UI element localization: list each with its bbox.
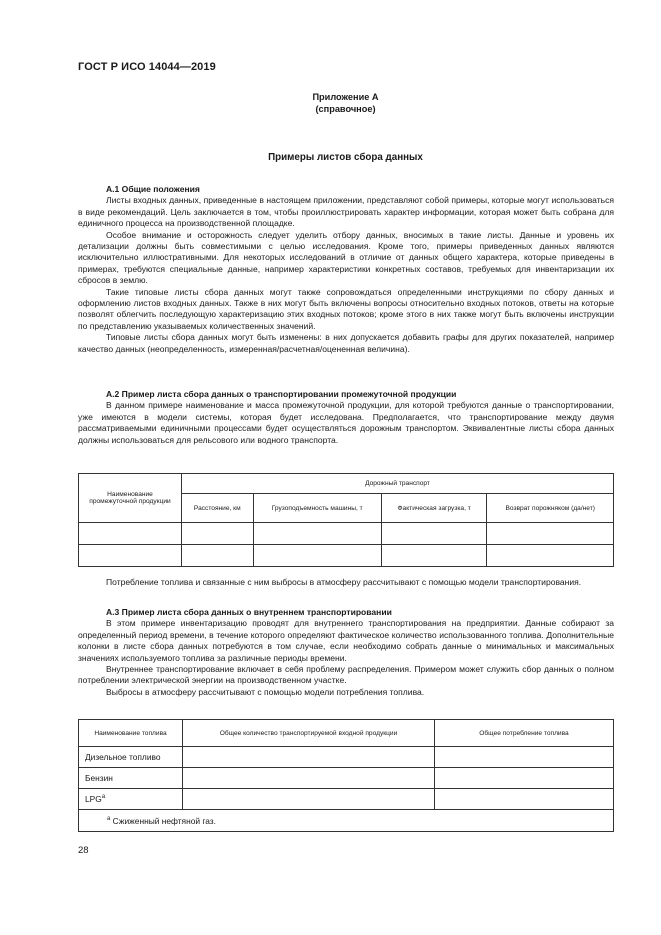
fuel-name-text: LPG	[85, 794, 102, 804]
table-cell[interactable]	[381, 523, 487, 545]
section-3-paragraph: Внутреннее транспортирование включает в себя проблему распределения. Примером может служить сбор данных о полном потреблении электрической энергии на производственном участке.	[78, 664, 614, 686]
table-cell[interactable]	[253, 545, 381, 567]
table-row	[79, 768, 614, 789]
table-cell[interactable]	[435, 747, 614, 768]
section-3-paragraph: В этом примере инвентаризацию проводят для внутреннего транспортирования на предприятии. Данные собирают за определенный период времени, в течение которого определяют фактическое количество использованного топлива. Дополнительные колонки в листе сбора данных потребуются в том случае, если необходимо собрать данные о минимальных и максимальных значениях используемого топлива за различные периоды времени.	[78, 618, 614, 663]
table-cell[interactable]	[183, 789, 435, 810]
section-3-heading: А.3 Пример листа сбора данных о внутреннем транспортировании	[106, 607, 392, 617]
table-cell[interactable]	[182, 523, 254, 545]
table-cell[interactable]	[487, 523, 614, 545]
table-row	[79, 545, 614, 567]
table-cell[interactable]	[487, 545, 614, 567]
fuel-table	[78, 719, 614, 832]
section-1-heading: А.1 Общие положения	[106, 184, 200, 194]
table-header-cell: Наименование топлива	[79, 720, 183, 747]
table-row	[79, 747, 614, 768]
table-header-cell: Наименование промежуточной продукции	[79, 474, 182, 523]
section-2-paragraph: Потребление топлива и связанные с ним выбросы в атмосферу рассчитывают с помощью модели транспортирования.	[106, 577, 582, 587]
table-cell[interactable]	[182, 545, 254, 567]
section-2-paragraph: В данном примере наименование и масса промежуточной продукции, для которой требуются данные о транспортировании, уже имеются в модели системы, которая будет исследована. Предполагается, что транспортирование между двумя рассматриваемыми единичными процессами будет осуществляться дорожным транспортом. Эквивалентные листы сбора данных должны использоваться для рельсового или водного транспорта.	[78, 400, 614, 445]
table-header-cell: Дорожный транспорт	[182, 474, 614, 494]
fuel-name-cell: Дизельное топливо	[79, 747, 183, 768]
table-cell[interactable]	[79, 523, 182, 545]
section-1-paragraph: Листы входных данных, приведенные в настоящем приложении, представляют собой примеры, которые могут использоваться в виде рекомендаций. Цель заключается в том, чтобы проиллюстрировать характер информации, которая может быть собрана для единичного процесса на производственной площадке.	[78, 195, 614, 229]
main-title: Примеры листов сбора данных	[268, 152, 423, 163]
section-2-heading: А.2 Пример листа сбора данных о транспортировании промежуточной продукции	[106, 389, 457, 399]
section-1-paragraph: Особое внимание и осторожность следует уделить отбору данных, вносимых в такие листы. Данные и уровень их детализации должны быть совместимыми с целью исследования. Кроме того, примеры приведенных данных являются исключительно иллюстративными. Для некоторых исследований в отличие от данных общего характера, которые приведены в примерах, требуются специальные данные, например характеристики конкретных составов, требуемых для инвентаризации их сбросов в землю.	[78, 229, 614, 286]
section-3-paragraph: Выбросы в атмосферу рассчитывают с помощью модели потребления топлива.	[106, 686, 425, 697]
footnote-marker: a	[107, 815, 111, 822]
transport-table	[78, 473, 614, 567]
table-header-cell: Грузоподъемность машины, т	[253, 494, 381, 523]
section-1-paragraph: Типовые листы сбора данных могут быть изменены: в них допускается добавить графы для других показателей, например качество данных (неопределенность, измеренная/расчетная/оцененная величина).	[78, 332, 614, 354]
table-row	[79, 523, 614, 545]
table-cell[interactable]	[381, 545, 487, 567]
fuel-name-cell: Бензин	[79, 768, 183, 789]
appendix-title: Приложение А	[312, 92, 379, 102]
section-2	[78, 389, 614, 446]
table-cell[interactable]	[435, 768, 614, 789]
page-number: 28	[78, 845, 89, 856]
table-header-cell: Расстояние, км	[182, 494, 254, 523]
table-cell[interactable]	[435, 789, 614, 810]
section-1	[78, 184, 614, 355]
table-cell[interactable]	[253, 523, 381, 545]
table-cell[interactable]	[183, 768, 435, 789]
table-header-cell: Фактическая загрузка, т	[381, 494, 487, 523]
fuel-name-cell	[79, 789, 183, 810]
table-header-cell: Возврат порожняком (да/нет)	[487, 494, 614, 523]
table-header-cell: Общее потребление топлива	[435, 720, 614, 747]
section-1-paragraph: Такие типовые листы сбора данных могут также сопровождаться определенными инструкциями по сбору данных и оформлению листов входных данных. Также в них могут быть включены вопросы относительно входных потоков, ответы на которые позволят облегчить последующую характеризацию этих входных потоков; кроме этого в них также могут быть включены инструкции по представлению указываемых количественных значений.	[78, 286, 614, 331]
appendix-subtitle: (справочное)	[315, 104, 376, 114]
table-row	[79, 789, 614, 810]
section-2-note	[78, 577, 614, 588]
section-3	[78, 607, 614, 698]
table-cell[interactable]	[79, 545, 182, 567]
document-header: ГОСТ Р ИСО 14044—2019	[78, 61, 216, 73]
footnote-text: Сжиженный нефтяной газ.	[112, 815, 216, 826]
footnote-marker: a	[101, 794, 106, 801]
table-header-cell: Общее количество транспортируемой входной продукции	[183, 720, 435, 747]
table-footnote	[79, 810, 614, 832]
table-cell[interactable]	[183, 747, 435, 768]
